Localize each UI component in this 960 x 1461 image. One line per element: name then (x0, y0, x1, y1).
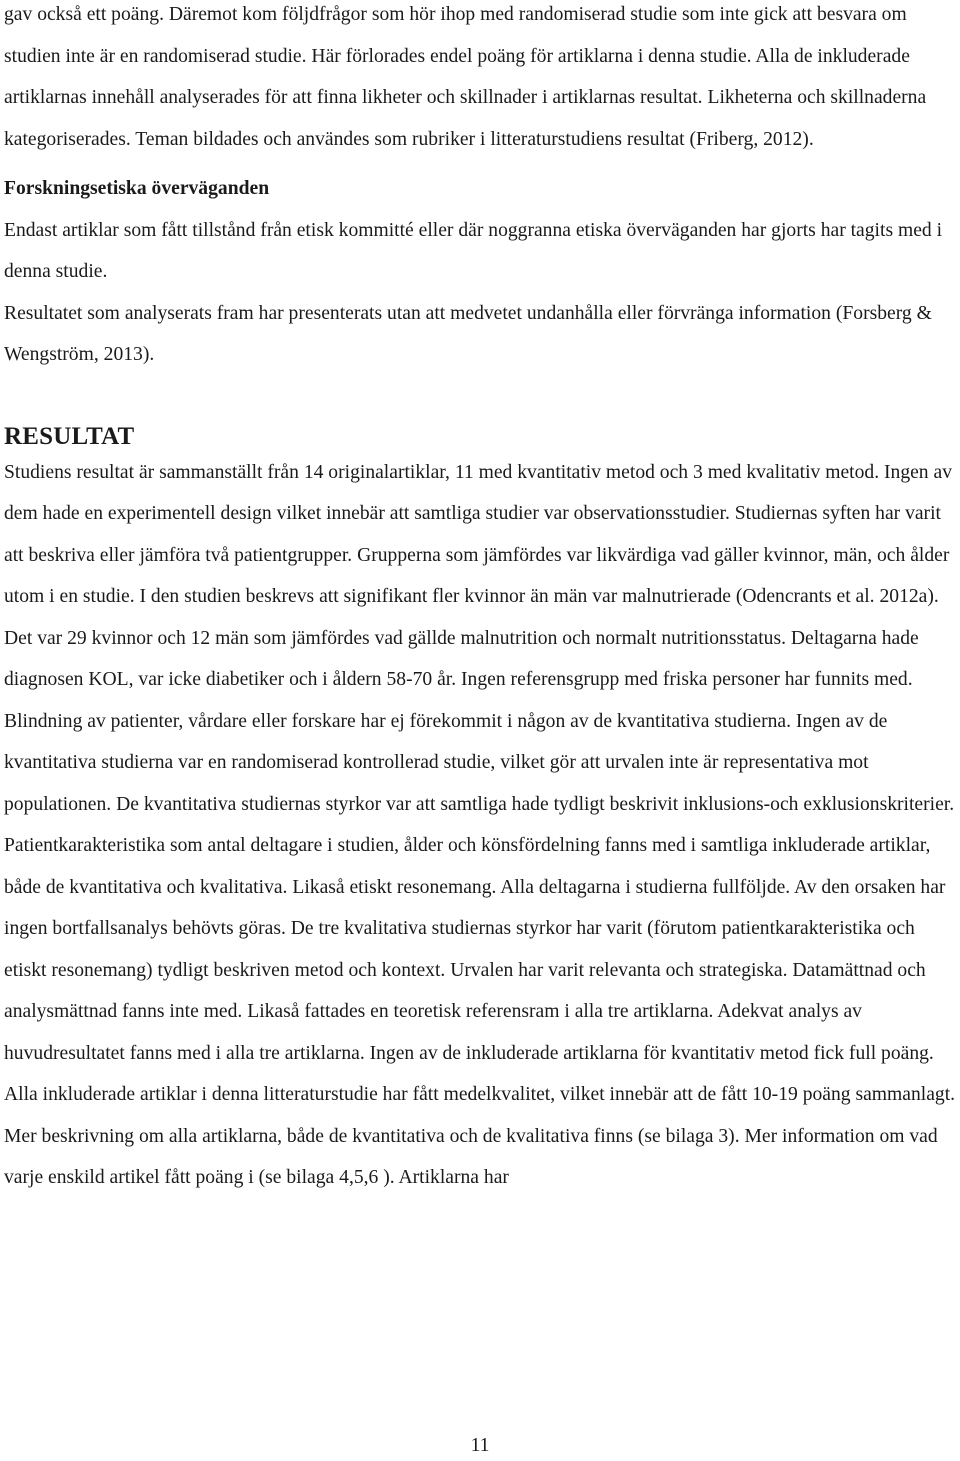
results-heading: RESULTAT (4, 422, 135, 450)
intro-paragraph: gav också ett poäng. Däremot kom följdfrågor som hör ihop med randomiserad studie som inte gick att besvara om studien inte är en randomiserad studie. Här förlorades endel poäng för artiklarna i denna studie. Alla de inkluderade artiklarnas innehåll analyserades för att finna likheter och skillnader i artiklarnas resultat. Likheterna och skillnaderna kategoriserades. Teman bildades och användes som rubriker i litteraturstudiens resultat (Friberg, 2012). (4, 4, 927, 150)
results-paragraph: Studiens resultat är sammanställt från 14 originalartiklar, 11 med kvantitativ metod och 3 med kvalitativ metod. Ingen av dem hade en experimentell design vilket innebär att samtliga studier var observationsstudier. Studiernas syften har varit att beskriva eller jämföra två patientgrupper. Grupperna som jämfördes var likvärdiga vad gäller kvinnor, män, och ålder utom i en studie. I den studien beskrevs att signifikant fler kvinnor än män var malnutrierade (Odencrants et al. 2012a). Det var 29 kvinnor och 12 män som jämfördes vad gällde malnutrition och normalt nutritionsstatus. Deltagarna hade diagnosen KOL, var icke diabetiker och i åldern 58-70 år. Ingen referensgrupp med friska personer har funnits med. Blindning av patienter, vårdare eller forskare har ej förekommit i någon av de kvantitativa studierna. Ingen av de kvantitativa studierna var en randomiserad kontrollerad studie, vilket gör att urvalen inte är representativa mot populationen. De kvantitativa studiernas styrkor var att samtliga hade tydligt beskrivit inklusions-och exklusionskriterier. Patientkarakteristika som antal deltagare i studien, ålder och könsfördelning fanns med i samtliga inkluderade artiklar, både de kvantitativa och kvalitativa. Likaså etiskt resonemang. Alla deltagarna i studierna fullföljde. Av den orsaken har ingen bortfallsanalys behövts göras. De tre kvalitativa studiernas styrkor har varit (förutom patientkarakteristika och etiskt resonemang) tydligt beskriven metod och kontext. Urvalen har varit relevanta och strategiska. Datamättnad och analysmättnad fanns inte med. Likaså fattades en teoretisk referensram i alla tre artiklarna. Adekvat analys av huvudresultatet fanns med i alla tre artiklarna. Ingen av de inkluderade artiklarna för kvantitativ metod fick full poäng. Alla inkluderade artiklar i denna litteraturstudie har fått medelkvalitet, vilket innebär att de fått 10-19 poäng sammanlagt. Mer beskrivning om alla artiklarna, både de kvantitativa och de kvalitativa finns (se bilaga 3). Mer information om vad varje enskild artikel fått poäng i (se bilaga 4,5,6 ). Artiklarna har (4, 461, 956, 1188)
ethics-paragraph-1: Endast artiklar som fått tillstånd från etisk kommitté eller där noggranna etiska överväganden har gjorts har tagits med i denna studie. (4, 219, 943, 282)
ethics-paragraph-2: Resultatet som analyserats fram har presenterats utan att medvetet undanhålla eller förvränga information (Forsberg & Wengström, 2013). (4, 302, 932, 365)
ethics-heading: Forskningsetiska överväganden (4, 178, 270, 199)
page-number: 11 (470, 1435, 490, 1456)
